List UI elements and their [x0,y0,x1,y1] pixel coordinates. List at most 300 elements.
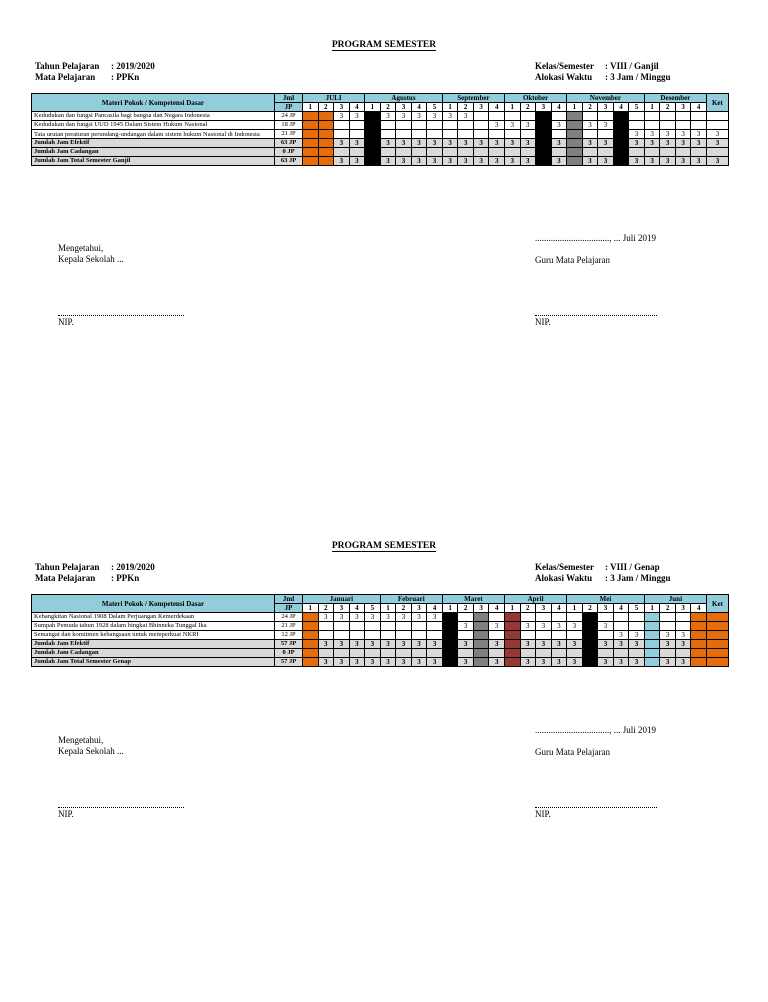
header-right [535,61,671,83]
page-title: PROGRAM SEMESTER [331,40,437,50]
week-cell: 3 [675,640,691,649]
materi-cell: Kebangkitan Nasional 1908 Dalam Perjuangan Kemerdekaan [32,613,275,622]
week-header: 2 [582,604,598,613]
week-cell [520,631,536,640]
week-header: 2 [318,604,334,613]
week-cell: 3 [505,121,521,130]
week-cell [442,649,458,658]
signature-line-right [535,315,657,316]
week-header: 1 [644,103,660,112]
week-cell: 3 [598,139,614,148]
week-cell [505,112,521,121]
jp-cell: 0 JP [275,148,303,157]
week-header: 3 [334,103,350,112]
week-header: 2 [458,604,474,613]
week-cell [536,121,552,130]
week-cell: 3 [396,139,412,148]
week-cell [303,157,319,166]
week-cell [536,112,552,121]
week-cell [334,631,350,640]
week-cell [644,658,660,667]
week-cell: 3 [396,112,412,121]
week-cell: 3 [427,157,443,166]
week-cell: 3 [660,631,676,640]
week-cell [427,130,443,139]
week-cell [303,658,319,667]
week-cell: 3 [349,640,365,649]
col-header-ket: Ket [706,595,728,613]
jp-cell: 63 JP [275,157,303,166]
week-cell [473,631,489,640]
week-cell: 3 [380,139,396,148]
week-cell [598,649,614,658]
week-cell [318,139,334,148]
week-cell [582,130,598,139]
week-cell: 3 [411,658,427,667]
table-row [32,658,729,667]
week-header: 3 [598,103,614,112]
week-cell: 3 [629,658,645,667]
month-header: April [505,595,567,604]
week-cell [411,631,427,640]
week-cell: 3 [349,139,365,148]
table-row [32,640,729,649]
week-header: 3 [675,604,691,613]
week-header: 3 [675,103,691,112]
week-cell [473,148,489,157]
week-cell: 3 [427,658,443,667]
week-cell: 3 [334,613,350,622]
week-cell: 3 [458,622,474,631]
week-cell: 3 [458,139,474,148]
week-cell [442,631,458,640]
week-cell [411,121,427,130]
week-header: 5 [629,604,645,613]
week-cell [660,622,676,631]
week-cell [334,148,350,157]
month-header: November [567,94,645,103]
kelas-label: Kelas/Semester [535,562,594,572]
week-cell [582,112,598,121]
week-cell [505,148,521,157]
week-header: 4 [613,103,629,112]
week-header: 2 [520,604,536,613]
week-cell [691,649,707,658]
week-cell [660,121,676,130]
week-header: 3 [473,604,489,613]
week-cell [334,649,350,658]
week-cell: 3 [411,139,427,148]
week-cell [613,130,629,139]
week-cell [691,640,707,649]
week-cell [567,139,583,148]
week-cell [380,121,396,130]
alokasi-value: : 3 Jam / Minggu [605,573,671,583]
week-cell [691,121,707,130]
week-header: 1 [505,604,521,613]
week-cell [629,148,645,157]
week-header: 1 [442,103,458,112]
ket-cell [706,649,728,658]
table-row [32,157,729,166]
week-cell: 3 [334,640,350,649]
week-cell [458,649,474,658]
week-cell [489,148,505,157]
week-cell [644,631,660,640]
jp-cell: 57 JP [275,640,303,649]
week-cell: 3 [427,613,443,622]
week-cell: 3 [489,622,505,631]
ket-cell: 3 [706,157,728,166]
week-cell: 3 [675,139,691,148]
week-header: 3 [536,103,552,112]
month-header: Februari [380,595,442,604]
week-cell: 3 [691,139,707,148]
guru-label: Guru Mata Pelajaran [535,747,610,757]
materi-cell: Sumpah Pemuda tahun 1928 dalam bingkai Bhinneka Tunggal Ika [32,622,275,631]
week-cell [303,622,319,631]
week-cell [582,622,598,631]
week-cell: 3 [489,139,505,148]
week-cell [613,139,629,148]
week-cell: 3 [318,658,334,667]
week-cell: 3 [380,658,396,667]
week-cell: 3 [520,139,536,148]
week-cell [458,148,474,157]
week-cell [349,631,365,640]
week-header: 2 [318,103,334,112]
week-cell: 3 [644,139,660,148]
week-cell [318,631,334,640]
week-cell: 3 [551,157,567,166]
nip-left: NIP. [58,317,74,327]
week-cell [567,631,583,640]
tahun-label: Tahun Pelajaran [35,61,100,71]
week-cell [458,613,474,622]
week-cell [411,148,427,157]
week-cell: 3 [365,640,381,649]
tahun-value: : 2019/2020 [111,562,155,572]
col-header-jp: JP [275,103,303,112]
week-cell [365,631,381,640]
week-cell [458,130,474,139]
week-cell: 3 [613,631,629,640]
week-cell: 3 [629,640,645,649]
week-header: 4 [489,103,505,112]
week-cell: 3 [629,139,645,148]
week-cell [318,649,334,658]
week-cell [505,649,521,658]
week-cell: 3 [411,613,427,622]
ket-cell [706,622,728,631]
week-cell: 3 [613,658,629,667]
week-cell [334,121,350,130]
ket-cell: 3 [706,130,728,139]
week-cell [536,148,552,157]
week-cell [349,622,365,631]
tahun-value: : 2019/2020 [111,61,155,71]
jp-cell: 18 JP [275,121,303,130]
month-header: Mei [567,595,645,604]
table-row [32,139,729,148]
week-header: 1 [303,604,319,613]
week-cell [598,130,614,139]
week-cell: 3 [380,157,396,166]
week-cell: 3 [536,622,552,631]
week-header: 5 [427,103,443,112]
week-cell [567,130,583,139]
week-cell [427,622,443,631]
week-cell: 3 [427,139,443,148]
week-cell: 3 [520,658,536,667]
week-cell [660,112,676,121]
kelas-value: : VIII / Ganjil [605,61,659,71]
jp-cell: 21 JP [275,130,303,139]
week-cell [505,622,521,631]
week-cell [334,130,350,139]
week-cell: 3 [644,130,660,139]
week-cell: 3 [536,658,552,667]
materi-cell: Jumlah Jam Efektif [32,139,275,148]
week-cell [303,148,319,157]
week-cell [520,613,536,622]
week-cell: 3 [473,139,489,148]
week-cell [613,622,629,631]
week-cell [629,613,645,622]
week-cell [442,613,458,622]
table-row [32,649,729,658]
week-cell [551,148,567,157]
week-header: 4 [551,604,567,613]
header-right [535,562,671,584]
week-cell [505,631,521,640]
nip-right: NIP. [535,809,551,819]
date-line: ................................., ... Juli 2019 [535,233,657,243]
nip-right: NIP. [535,317,551,327]
week-cell: 3 [489,658,505,667]
week-cell: 3 [396,613,412,622]
kelas-value: : VIII / Genap [605,562,660,572]
week-cell [567,649,583,658]
week-cell [303,121,319,130]
week-cell: 3 [660,139,676,148]
week-cell [567,157,583,166]
week-cell [536,631,552,640]
week-cell [427,649,443,658]
week-cell [536,157,552,166]
table-row [32,130,729,139]
week-cell: 3 [598,640,614,649]
materi-cell: Kedudukan dan fungsi UUD 1945 Dalam Sistem Hukum Nasional [32,121,275,130]
week-header: 4 [349,604,365,613]
week-cell: 3 [567,640,583,649]
week-cell: 3 [660,658,676,667]
week-cell [582,640,598,649]
week-cell [396,622,412,631]
month-header: Maret [442,595,504,604]
week-cell: 3 [551,640,567,649]
week-cell [505,130,521,139]
week-cell [598,112,614,121]
week-cell [396,649,412,658]
week-cell: 3 [629,130,645,139]
tahun-label: Tahun Pelajaran [35,562,100,572]
week-cell: 3 [567,658,583,667]
week-cell [598,613,614,622]
week-cell [442,658,458,667]
page-title: PROGRAM SEMESTER [331,541,437,551]
week-cell: 3 [660,157,676,166]
week-cell: 3 [489,157,505,166]
week-cell [489,649,505,658]
week-cell [582,631,598,640]
jp-cell: 24 JP [275,613,303,622]
jp-cell: 12 JP [275,631,303,640]
week-cell: 3 [396,640,412,649]
week-cell: 3 [473,157,489,166]
week-cell [691,148,707,157]
week-cell [536,649,552,658]
week-cell [520,130,536,139]
week-cell [411,130,427,139]
table-row [32,121,729,130]
week-cell [489,613,505,622]
week-cell [520,148,536,157]
month-header: September [442,94,504,103]
week-cell [442,622,458,631]
week-cell [365,649,381,658]
ket-cell [706,640,728,649]
week-cell: 3 [489,121,505,130]
week-cell [365,157,381,166]
week-cell [691,622,707,631]
week-cell [396,121,412,130]
alokasi-label: Alokasi Waktu [535,72,593,82]
week-cell [349,121,365,130]
week-header: 1 [303,103,319,112]
week-cell [473,130,489,139]
week-cell [380,649,396,658]
week-cell [303,112,319,121]
week-cell [473,121,489,130]
signature-right [535,725,656,758]
week-cell [505,640,521,649]
week-cell: 3 [458,112,474,121]
week-cell: 3 [396,658,412,667]
col-header-jml: Jml [275,595,303,604]
week-cell [551,613,567,622]
week-header: 4 [489,604,505,613]
week-cell [598,148,614,157]
week-cell: 3 [365,658,381,667]
week-cell: 3 [520,157,536,166]
week-cell [675,622,691,631]
week-cell [644,640,660,649]
week-cell [365,121,381,130]
week-cell [551,130,567,139]
week-cell [458,121,474,130]
week-cell [380,148,396,157]
week-cell [505,658,521,667]
week-header: 1 [365,103,381,112]
week-cell [629,121,645,130]
week-cell [582,148,598,157]
week-cell [613,649,629,658]
week-header: 4 [411,103,427,112]
week-header: 5 [365,604,381,613]
week-cell [567,613,583,622]
ket-cell: 3 [706,139,728,148]
week-cell [644,622,660,631]
mengetahui-label: Mengetahui, [58,735,104,745]
week-cell [411,649,427,658]
week-cell [675,112,691,121]
week-cell: 3 [380,613,396,622]
week-cell [349,148,365,157]
week-cell [489,112,505,121]
table-row [32,112,729,121]
week-cell: 3 [629,157,645,166]
week-cell [473,112,489,121]
signature-line-left [58,807,184,808]
week-header: 2 [660,103,676,112]
week-header: 2 [660,604,676,613]
week-cell [349,649,365,658]
week-cell: 3 [334,139,350,148]
materi-cell: Semangat dan komitmen kebangsaan untuk memperkuat NKRI [32,631,275,640]
week-cell: 3 [675,631,691,640]
week-cell: 3 [380,112,396,121]
week-header: 3 [536,604,552,613]
week-header: 4 [349,103,365,112]
week-cell [427,631,443,640]
week-header: 3 [334,604,350,613]
month-header: Juni [644,595,706,604]
week-cell: 3 [582,139,598,148]
week-cell [303,640,319,649]
week-cell [505,613,521,622]
materi-cell: Jumlah Jam Cadangan [32,148,275,157]
mapel-value: : PPKn [111,72,140,82]
week-cell: 3 [675,658,691,667]
col-header-materi: Materi Pokok / Kompetensi Dasar [32,94,275,112]
week-header: 3 [473,103,489,112]
week-cell [349,130,365,139]
week-cell [380,631,396,640]
week-header: 4 [427,604,443,613]
week-cell [365,130,381,139]
week-cell [613,112,629,121]
week-cell [303,139,319,148]
week-cell [442,640,458,649]
week-cell [473,640,489,649]
week-cell: 3 [551,121,567,130]
ket-cell [706,613,728,622]
week-cell [644,112,660,121]
week-cell: 3 [458,640,474,649]
materi-cell: Jumlah Jam Cadangan [32,649,275,658]
week-header: 4 [551,103,567,112]
week-cell: 3 [334,658,350,667]
week-cell: 3 [691,130,707,139]
week-cell [629,649,645,658]
week-cell [318,148,334,157]
week-cell: 3 [411,640,427,649]
week-cell: 3 [551,139,567,148]
week-cell: 3 [598,622,614,631]
materi-cell: Tata urutan peraturan perundang-undangan dalam sistem hukum Nasional di Indonesia [32,130,275,139]
week-cell [629,112,645,121]
